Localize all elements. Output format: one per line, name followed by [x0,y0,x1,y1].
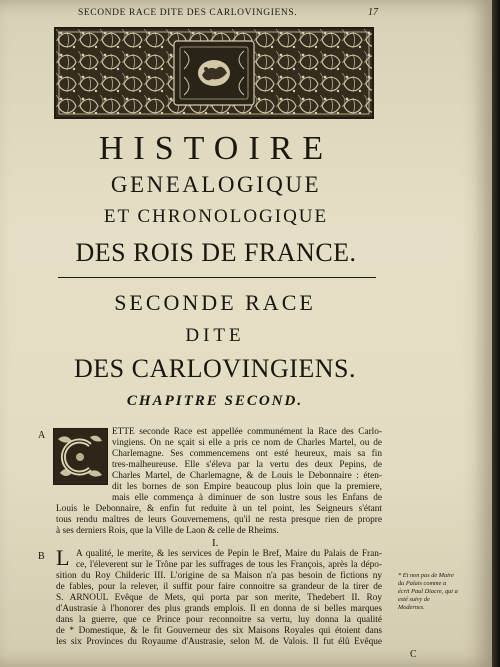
paragraph-a-line: Louis le Debonnaire, & enfin fut reduite à un tel point, les Seigneurs s'étant [56,504,382,514]
section-mark: I. [212,537,219,549]
paragraph-a-line: ETTE seconde Race est appellée communément la Race des Carlo- [112,427,382,437]
paragraph-a-line: Charlemagne. Ses commencemens ont esté heureux, mais sa fin [112,449,382,459]
paragraph-b-line: les six Provinces du Royaume d'Austrasie, selon M. de Valois. Il fut élû Evêque [56,637,382,647]
marginal-note: * Et non pas de Maire du Palais comme a écrit Paul Diacre, qui a esté suivy de Modernes. [398,572,458,611]
title-line-rois-de-france: DES ROIS DE FRANCE. [75,238,357,267]
title-line-chronologique: ET CHRONOLOGIQUE [103,206,329,227]
paragraph-b-line: ce, l'éleverent sur le Trône par les suffrages de tous les François, après la dépo- [76,560,382,570]
paragraph-a-line: tres-malheureuse. Elle s'éleva par la vertu des deux Pepins, de [112,460,382,470]
paragraph-a-line: Charles Martel, de Charlemagne, & de Louis le Debonnaire : éten- [112,471,382,481]
paragraph-b-line: d'Austrasie à l'honorer des plus grands emplois. Il en donna de si belles marques [56,604,382,614]
paragraph-a-line: mais elle commença à diminuer de son lustre sous les Enfans de [112,493,382,503]
subtitle-seconde-race: SECONDE RACE [114,290,316,315]
book-spine-shadow [492,0,500,667]
chapter-heading: CHAPITRE SECOND. [126,393,304,409]
ornamental-headpiece [54,27,374,119]
paragraph-b-line: de fables, pour la relever, il suffit pour faire connoitre sa grandeur de la tirer de [56,582,382,592]
paragraph-b-line: S. ARNOUL Evêque de Mets, qui porta par son merite, Thedebert II. Roy [56,593,382,603]
running-head: SECONDE RACE DITE DES CARLOVINGIENS. [78,8,298,18]
drop-letter-l: L [56,545,70,570]
page-number: 17 [368,7,378,18]
paragraph-a-line: dit les bornes de son Empire beaucoup plus loin que la premiere, [112,482,382,492]
paragraph-b-line: dans la guerre, que ce Prince pour reconnoitre sa vertu, luy donna la qualité [56,615,382,625]
title-line-histoire: HISTOIRE [98,130,334,167]
subtitle-carlovingiens: DES CARLOVINGIENS. [74,354,356,383]
paragraph-a-line: vingiens. On ne sçait si elle a pris ce nom de Charles Martel, ou de [112,438,382,448]
margin-letter-a: A [38,430,46,441]
paragraph-b-line: de * Domestique, & le fit Gouverneur des six Maisons Royales qui étoient dans [56,626,382,636]
historiated-initial-c [53,428,108,485]
title-rule [58,277,376,278]
subtitle-dite: DITE [185,325,245,346]
catchword: C [410,649,417,660]
title-line-genealogique: GENEALOGIQUE [110,172,322,197]
paragraph-a-line: à ses derniers Rois, que la Ville de Laon & celle de Rheims. [56,526,279,536]
paragraph-b-line: A qualité, le merite, & les services de Pepin le Bref, Maire du Palais de Fran- [76,549,382,559]
margin-letter-b: B [38,551,45,562]
paragraph-b-line: sition du Roy Childeric III. L'origine de sa Maison n'a pas besoin de fictions ny [56,571,382,581]
paragraph-a-line: tous rendu maîtres de leurs Gouvernemens, qu'il ne resta presque rien de propre [56,515,382,525]
